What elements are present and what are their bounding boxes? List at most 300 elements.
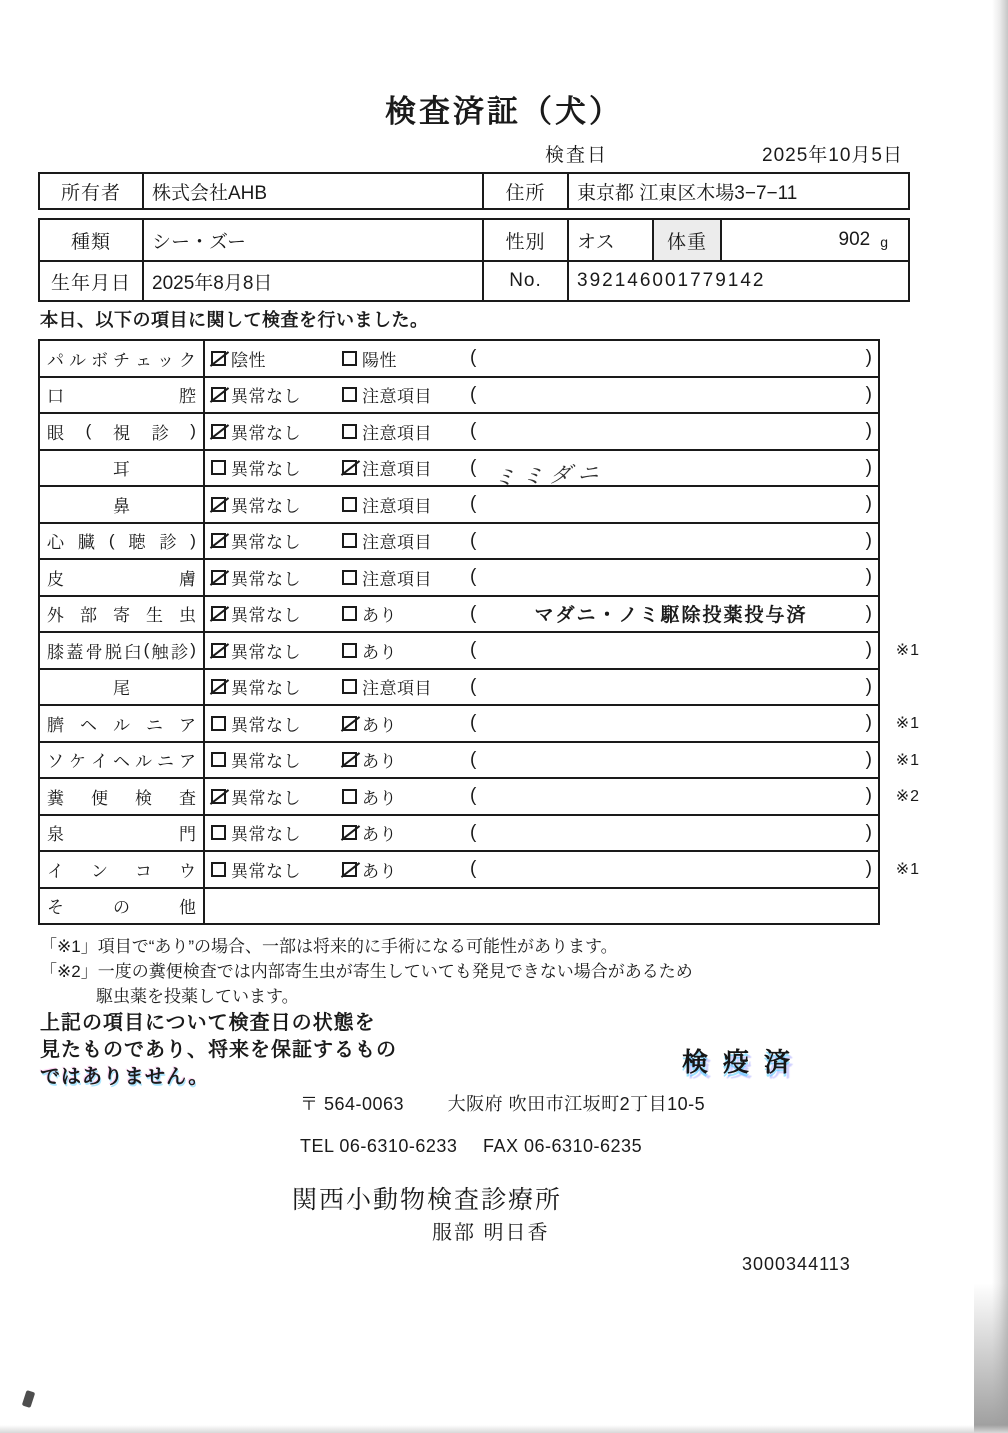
checklist-row bbox=[40, 522, 878, 559]
item-label-char: 生 bbox=[146, 606, 163, 626]
disclaimer-line-3: ではありません。 bbox=[40, 1066, 210, 1088]
checklist-row bbox=[40, 887, 878, 924]
document-number: 3000344113 bbox=[742, 1254, 851, 1274]
item-label bbox=[40, 816, 205, 851]
item-label-char: ) bbox=[190, 421, 196, 441]
item-label-char: 臼 bbox=[124, 642, 142, 662]
checked-checkbox-icon bbox=[211, 424, 226, 439]
note-field bbox=[470, 600, 878, 627]
item-result bbox=[205, 378, 878, 413]
checkbox-icon bbox=[342, 351, 357, 366]
option-label: 異常なし bbox=[231, 460, 301, 480]
item-label-char: 泉 bbox=[47, 825, 64, 845]
result-option bbox=[205, 674, 342, 699]
item-label-char: ン bbox=[91, 861, 108, 881]
item-label-char: 聴 bbox=[128, 533, 146, 553]
paren-close: ) bbox=[865, 566, 872, 588]
option-label: 異常なし bbox=[231, 423, 301, 443]
item-label-char: 口 bbox=[47, 387, 64, 407]
sex-value: オス bbox=[567, 220, 652, 260]
option-label: 注意項目 bbox=[362, 387, 432, 407]
checked-checkbox-icon bbox=[211, 643, 226, 658]
sex-label: 性別 bbox=[482, 220, 567, 260]
checked-checkbox-icon bbox=[342, 862, 357, 877]
item-label-char: ヘ bbox=[80, 715, 97, 735]
item-result bbox=[205, 670, 878, 705]
paren-open: ( bbox=[470, 821, 477, 843]
result-option bbox=[342, 638, 470, 663]
footnotes bbox=[40, 934, 693, 1009]
checklist-row bbox=[40, 814, 878, 851]
option-label: あり bbox=[362, 752, 397, 772]
item-result bbox=[205, 779, 878, 814]
checkbox-icon bbox=[211, 752, 226, 767]
paren-close: ) bbox=[865, 493, 872, 515]
paren-open: ( bbox=[470, 347, 477, 369]
number-label: No. bbox=[482, 260, 567, 300]
item-label-char: 触 bbox=[151, 642, 169, 662]
item-label-char: 糞 bbox=[47, 788, 64, 808]
item-result bbox=[205, 560, 878, 595]
item-label-char: ボ bbox=[91, 350, 108, 370]
result-option bbox=[205, 747, 342, 772]
paren-open: ( bbox=[470, 675, 477, 697]
owner-table bbox=[38, 172, 910, 210]
option-label: 異常なし bbox=[231, 788, 301, 808]
note-field bbox=[470, 785, 878, 807]
footnote-2: 「※2」一度の糞便検査では内部寄生虫が寄生していても発見できない場合があるため bbox=[40, 962, 693, 981]
checklist-table bbox=[38, 339, 920, 925]
item-label bbox=[40, 706, 205, 741]
result-option bbox=[342, 711, 470, 736]
checkbox-icon bbox=[342, 424, 357, 439]
clinic-name: 関西小動物検査診療所 bbox=[292, 1186, 563, 1214]
item-label bbox=[40, 451, 205, 486]
item-label-char: ニ bbox=[157, 752, 174, 772]
clinic-fax: FAX 06-6310-6235 bbox=[482, 1136, 643, 1156]
option-label: あり bbox=[362, 715, 397, 735]
item-label bbox=[40, 743, 205, 778]
option-label: 陽性 bbox=[362, 350, 397, 370]
option-label: 異常なし bbox=[231, 679, 301, 699]
result-option bbox=[205, 528, 342, 553]
item-label-char: 外 bbox=[47, 606, 64, 626]
checklist-row bbox=[40, 449, 878, 491]
result-option bbox=[205, 419, 342, 444]
item-result bbox=[205, 414, 878, 449]
paren-open: ( bbox=[470, 748, 477, 770]
paren-open: ( bbox=[470, 712, 477, 734]
item-label-char: ソ bbox=[47, 752, 64, 772]
item-label-char: ェ bbox=[135, 350, 152, 370]
scan-artifact-bottom-edge bbox=[0, 1425, 1008, 1433]
result-option bbox=[342, 492, 470, 517]
clinic-tel-line bbox=[300, 1136, 642, 1157]
result-option bbox=[205, 857, 342, 882]
birthdate-label: 生年月日 bbox=[40, 260, 142, 300]
checklist-row bbox=[40, 668, 878, 705]
footnote-2-continued: 駆虫薬を投薬しています。 bbox=[96, 987, 299, 1006]
item-label-char: イ bbox=[47, 861, 64, 881]
paren-open: ( bbox=[470, 529, 477, 551]
item-label-char: 眼 bbox=[47, 423, 64, 443]
checkbox-icon bbox=[342, 497, 357, 512]
option-label: あり bbox=[362, 825, 397, 845]
checked-checkbox-icon bbox=[211, 570, 226, 585]
checkbox-icon bbox=[211, 862, 226, 877]
checklist-row bbox=[40, 558, 878, 595]
item-label-char: 臓 bbox=[77, 533, 95, 553]
item-label-char: ク bbox=[179, 350, 196, 370]
option-label: 異常なし bbox=[231, 825, 301, 845]
item-label-char: ケ bbox=[69, 752, 86, 772]
checked-checkbox-icon bbox=[211, 533, 226, 548]
item-result bbox=[205, 889, 878, 924]
item-label-char: 視 bbox=[112, 423, 130, 443]
paren-open: ( bbox=[470, 420, 477, 442]
note-field bbox=[470, 822, 878, 844]
item-label-char: ア bbox=[179, 752, 196, 772]
result-option bbox=[342, 601, 470, 626]
item-label-char: パ bbox=[47, 350, 64, 370]
option-label: 注意項目 bbox=[362, 533, 432, 553]
checkbox-icon bbox=[211, 460, 226, 475]
paren-close: ) bbox=[865, 420, 872, 442]
paren-open: ( bbox=[470, 858, 477, 880]
owner-label: 所有者 bbox=[60, 182, 121, 204]
item-label-char: 虫 bbox=[179, 606, 196, 626]
checkbox-icon bbox=[342, 643, 357, 658]
option-label: 注意項目 bbox=[362, 423, 432, 443]
option-label: 異常なし bbox=[231, 387, 301, 407]
species-label: 種類 bbox=[70, 231, 111, 253]
footnote-mark: ※1 bbox=[895, 751, 920, 769]
checklist-row bbox=[40, 376, 878, 413]
item-label bbox=[40, 341, 205, 376]
item-label-char: 尾 bbox=[113, 679, 130, 699]
address-label: 住所 bbox=[482, 174, 567, 208]
paren-open: ( bbox=[470, 566, 477, 588]
note-field bbox=[470, 858, 878, 880]
item-label bbox=[40, 487, 205, 522]
result-option bbox=[205, 492, 342, 517]
result-option bbox=[342, 455, 470, 480]
item-result bbox=[205, 816, 878, 851]
scan-artifact-right-edge bbox=[992, 0, 1008, 1433]
paren-close: ) bbox=[865, 712, 872, 734]
footnote-mark: ※2 bbox=[895, 788, 920, 806]
checked-checkbox-icon bbox=[342, 716, 357, 731]
scan-artifact-mark bbox=[22, 1390, 36, 1408]
item-label-char: ル bbox=[113, 715, 130, 735]
note-field bbox=[470, 676, 878, 698]
item-label-char: 査 bbox=[179, 788, 196, 808]
checklist-row bbox=[40, 412, 878, 449]
paren-open: ( bbox=[470, 602, 477, 624]
item-label-char: 寄 bbox=[113, 606, 130, 626]
option-label: 陰性 bbox=[231, 350, 266, 370]
item-label bbox=[40, 378, 205, 413]
item-label-char: 膝 bbox=[47, 642, 64, 662]
item-label bbox=[40, 779, 205, 814]
option-label: 異常なし bbox=[231, 533, 301, 553]
result-option bbox=[205, 601, 342, 626]
option-label: あり bbox=[362, 861, 397, 881]
checklist-row bbox=[40, 631, 920, 668]
item-result bbox=[205, 341, 878, 376]
disclaimer-line-1: 上記の項目について検査日の状態を bbox=[40, 1012, 376, 1034]
result-option bbox=[342, 419, 470, 444]
clinic-tel: TEL 06-6310-6233 bbox=[300, 1136, 458, 1156]
page-title: 検査済証（犬） bbox=[385, 94, 623, 129]
item-label bbox=[40, 670, 205, 705]
result-option bbox=[205, 711, 342, 736]
paren-close: ) bbox=[865, 383, 872, 405]
item-label-char: ッ bbox=[157, 350, 174, 370]
item-label-char: ア bbox=[179, 715, 196, 735]
checkbox-icon bbox=[342, 387, 357, 402]
item-result bbox=[205, 597, 878, 632]
item-label-char: コ bbox=[135, 861, 152, 881]
option-label: 異常なし bbox=[231, 861, 301, 881]
note-field bbox=[470, 493, 878, 515]
footnote-mark: ※1 bbox=[895, 715, 920, 733]
item-label-char: 門 bbox=[179, 825, 196, 845]
note-field bbox=[470, 453, 878, 491]
option-label: 異常なし bbox=[231, 752, 301, 772]
option-label: あり bbox=[362, 788, 397, 808]
disclaimer bbox=[40, 1010, 397, 1091]
postal-code: 〒 564-0063 bbox=[300, 1094, 405, 1114]
item-label-char: 部 bbox=[80, 606, 97, 626]
item-label-char: そ bbox=[47, 898, 64, 918]
result-option bbox=[205, 346, 342, 371]
checklist-row bbox=[40, 595, 878, 632]
item-label-char: 骨 bbox=[85, 642, 103, 662]
clinic-address: 大阪府 吹田市江坂町2丁目10-5 bbox=[447, 1094, 706, 1114]
result-option bbox=[205, 382, 342, 407]
result-option bbox=[342, 784, 470, 809]
paren-open: ( bbox=[470, 383, 477, 405]
item-result bbox=[205, 524, 878, 559]
intro-text: 本日、以下の項目に関して検査を行いました。 bbox=[40, 310, 429, 330]
paren-close: ) bbox=[865, 821, 872, 843]
result-option bbox=[342, 820, 470, 845]
result-option bbox=[342, 528, 470, 553]
inspection-date-line bbox=[0, 140, 910, 166]
note-field bbox=[470, 566, 878, 588]
option-label: 異常なし bbox=[231, 642, 301, 662]
note-text: マダニ・ノミ駆除投薬投与済 bbox=[534, 605, 808, 627]
option-label: あり bbox=[362, 606, 397, 626]
paren-close: ) bbox=[865, 529, 872, 551]
paren-close: ) bbox=[865, 602, 872, 624]
footnote-mark: ※1 bbox=[895, 642, 920, 660]
inspection-date-label: 検査日 bbox=[545, 145, 609, 166]
checked-checkbox-icon bbox=[211, 387, 226, 402]
paren-open: ( bbox=[470, 456, 477, 478]
owner-value: 株式会社AHB bbox=[142, 174, 482, 208]
note-field bbox=[470, 712, 878, 734]
quarantine-stamp: 検疫済 bbox=[682, 1047, 806, 1077]
checkbox-icon bbox=[342, 679, 357, 694]
option-label: 注意項目 bbox=[362, 569, 432, 589]
disclaimer-line-2: 見たものであり、将来を保証するもの bbox=[40, 1039, 397, 1061]
item-label-char: 蓋 bbox=[66, 642, 84, 662]
note-field bbox=[470, 749, 878, 771]
number-value: 392146001779142 bbox=[567, 260, 908, 300]
option-label: あり bbox=[362, 642, 397, 662]
footnote-mark: ※1 bbox=[895, 861, 920, 879]
item-label-char: 診 bbox=[159, 533, 177, 553]
item-result bbox=[205, 633, 878, 668]
checked-checkbox-icon bbox=[211, 789, 226, 804]
item-label-char: ( bbox=[108, 530, 115, 550]
item-label-char: 他 bbox=[179, 898, 196, 918]
species-value: シー・ズー bbox=[142, 220, 482, 260]
item-label bbox=[40, 414, 205, 449]
item-label-char: 膚 bbox=[179, 569, 196, 589]
paren-close: ) bbox=[865, 639, 872, 661]
note-field bbox=[470, 347, 878, 369]
checkbox-icon bbox=[342, 606, 357, 621]
checked-checkbox-icon bbox=[211, 606, 226, 621]
result-option bbox=[342, 674, 470, 699]
result-option bbox=[342, 346, 470, 371]
item-label bbox=[40, 889, 205, 924]
item-result bbox=[205, 743, 878, 778]
paren-open: ( bbox=[470, 785, 477, 807]
item-result bbox=[205, 706, 878, 741]
checked-checkbox-icon bbox=[211, 679, 226, 694]
checklist-row bbox=[40, 741, 920, 778]
weight-label: 体重 bbox=[652, 220, 720, 260]
clinic-postal-line bbox=[300, 1090, 705, 1116]
item-result bbox=[205, 487, 878, 522]
note-field bbox=[470, 384, 878, 406]
result-option bbox=[342, 565, 470, 590]
paren-close: ) bbox=[865, 858, 872, 880]
paren-close: ) bbox=[865, 785, 872, 807]
item-label-char: ) bbox=[190, 530, 196, 550]
item-label-char: ル bbox=[69, 350, 86, 370]
item-label-char: 脱 bbox=[104, 642, 122, 662]
item-label-char: 腔 bbox=[179, 387, 196, 407]
item-label-char: 診 bbox=[170, 642, 188, 662]
note-text: ミミダニ bbox=[492, 461, 608, 491]
checked-checkbox-icon bbox=[211, 351, 226, 366]
weight-value bbox=[720, 220, 908, 260]
paren-open: ( bbox=[470, 639, 477, 661]
item-result bbox=[205, 852, 878, 887]
checkbox-icon bbox=[211, 825, 226, 840]
option-label: 異常なし bbox=[231, 606, 301, 626]
option-label: 異常なし bbox=[231, 569, 301, 589]
item-label-char: チ bbox=[113, 350, 130, 370]
result-option bbox=[342, 382, 470, 407]
paren-close: ) bbox=[865, 456, 872, 478]
checked-checkbox-icon bbox=[211, 497, 226, 512]
item-label-char: ) bbox=[190, 640, 196, 660]
item-label-char: の bbox=[113, 898, 130, 918]
paren-open: ( bbox=[470, 493, 477, 515]
checkbox-icon bbox=[211, 716, 226, 731]
option-label: 注意項目 bbox=[362, 460, 432, 480]
result-option bbox=[205, 565, 342, 590]
item-label-char: 検 bbox=[135, 788, 152, 808]
paren-close: ) bbox=[865, 675, 872, 697]
note-field bbox=[470, 530, 878, 552]
item-label-char: 耳 bbox=[113, 460, 130, 480]
weight-number: 902 bbox=[838, 229, 871, 250]
address-value: 東京都 江東区木場3−7−11 bbox=[567, 174, 908, 208]
item-label-char: ( bbox=[85, 421, 92, 441]
scan-artifact-corner bbox=[974, 1283, 1008, 1433]
item-label-char: ウ bbox=[179, 861, 196, 881]
item-label-char: ル bbox=[135, 752, 152, 772]
result-option bbox=[342, 747, 470, 772]
option-label: 注意項目 bbox=[362, 496, 432, 516]
item-label bbox=[40, 597, 205, 632]
result-option bbox=[342, 857, 470, 882]
item-label-char: 診 bbox=[151, 423, 169, 443]
paren-close: ) bbox=[865, 347, 872, 369]
option-label: 注意項目 bbox=[362, 679, 432, 699]
footnote-1: 「※1」項目で“あり”の場合、一部は将来的に手術になる可能性があります。 bbox=[40, 937, 618, 956]
result-option bbox=[205, 638, 342, 663]
inspection-date-value: 2025年10月5日 bbox=[762, 145, 903, 166]
paren-close: ) bbox=[865, 748, 872, 770]
weight-unit: g bbox=[880, 234, 888, 250]
result-option bbox=[205, 455, 342, 480]
item-label-char: ヘ bbox=[113, 752, 130, 772]
item-label bbox=[40, 560, 205, 595]
result-option bbox=[205, 784, 342, 809]
checkbox-icon bbox=[342, 789, 357, 804]
item-result bbox=[205, 451, 878, 491]
checked-checkbox-icon bbox=[342, 752, 357, 767]
checklist-row bbox=[40, 777, 920, 814]
item-label bbox=[40, 852, 205, 887]
item-label bbox=[40, 524, 205, 559]
animal-info-table bbox=[38, 218, 910, 302]
item-label-char: 臍 bbox=[47, 715, 64, 735]
checked-checkbox-icon bbox=[342, 460, 357, 475]
item-label-char: 鼻 bbox=[113, 496, 130, 516]
checklist-row bbox=[40, 485, 878, 522]
item-label-char: 便 bbox=[91, 788, 108, 808]
item-label-char: ( bbox=[143, 640, 150, 660]
checklist-row bbox=[40, 341, 878, 376]
checklist-row bbox=[40, 704, 920, 741]
checked-checkbox-icon bbox=[342, 825, 357, 840]
item-label-char: ニ bbox=[146, 715, 163, 735]
option-label: 異常なし bbox=[231, 715, 301, 735]
option-label: 異常なし bbox=[231, 496, 301, 516]
item-label-char: 皮 bbox=[47, 569, 64, 589]
examiner-name: 服部 明日香 bbox=[432, 1222, 550, 1244]
note-field bbox=[470, 639, 878, 661]
item-label-char: イ bbox=[91, 752, 108, 772]
item-label bbox=[40, 633, 205, 668]
result-option bbox=[205, 820, 342, 845]
checkbox-icon bbox=[342, 570, 357, 585]
birthdate-value: 2025年8月8日 bbox=[142, 260, 482, 300]
checkbox-icon bbox=[342, 533, 357, 548]
checklist-row bbox=[40, 850, 920, 887]
note-field bbox=[470, 420, 878, 442]
item-label-char: 心 bbox=[47, 533, 64, 553]
